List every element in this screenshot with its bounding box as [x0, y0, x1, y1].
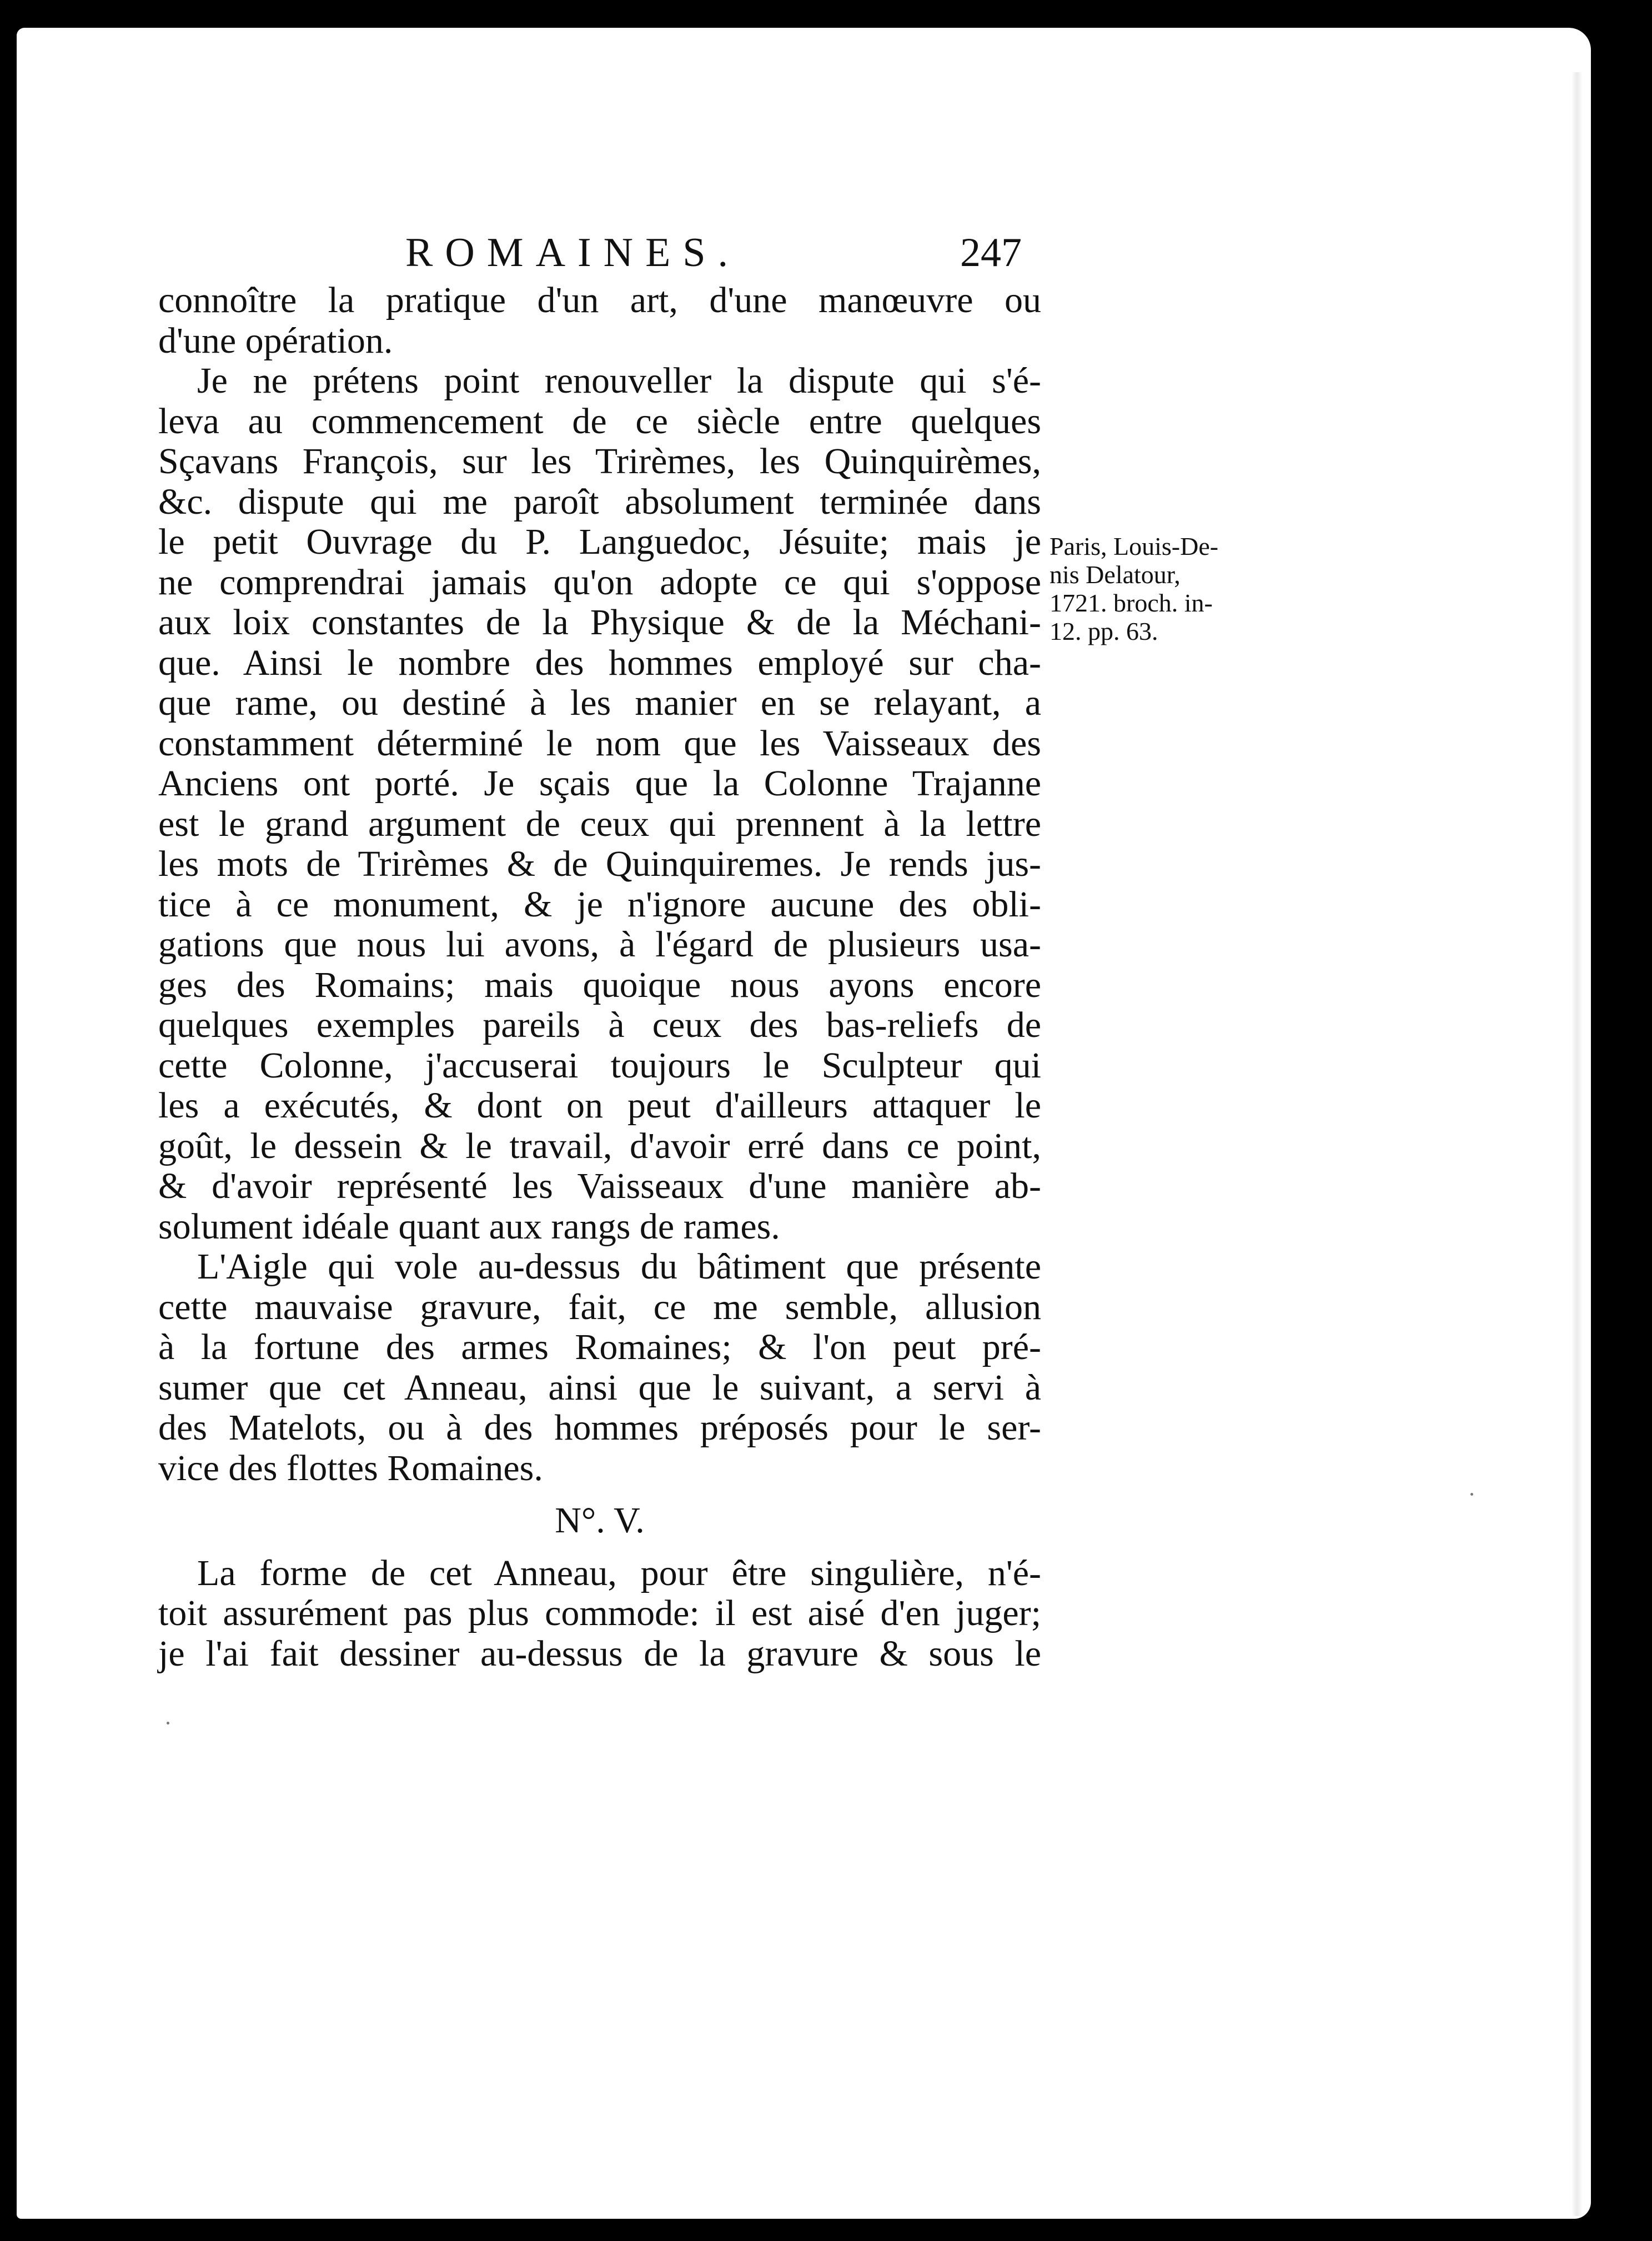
spacer [158, 1541, 1041, 1553]
text-line: leva au commencement de ce siècle entre quelques [158, 400, 1041, 442]
running-title: ROMAINES. [405, 230, 740, 275]
text-line: cette Colonne, j'accuserai toujours le Sculpteur qui [158, 1045, 1041, 1086]
text-line: La forme de cet Anneau, pour être singulière, n'é- [197, 1552, 1041, 1593]
text-line: à la fortune des armes Romaines; & l'on peut pré- [158, 1327, 1041, 1367]
text-line: tice à ce monument, & je n'ignore aucune des obli- [158, 884, 1041, 925]
text-line: je l'ai fait dessiner au-dessus de la gravure & sous le [158, 1633, 1041, 1674]
text-line: ges des Romains; mais quoique nous ayons encore [158, 964, 1041, 1005]
text-line: toit assurément pas plus commode: il est aisé d'en juger; [158, 1593, 1041, 1633]
margin-note [1050, 532, 1249, 645]
spacer [158, 1488, 1041, 1501]
text-line: L'Aigle qui vole au-dessus du bâtiment que présente [197, 1246, 1041, 1287]
text-line: aux loix constantes de la Physique & de la Méchani- [158, 602, 1041, 643]
text-line: est le grand argument de ceux qui prennent à la lettre [158, 803, 1041, 844]
page-number: 247 [960, 230, 1022, 275]
text-line: des Matelots, ou à des hommes préposés pour le ser- [158, 1407, 1041, 1448]
text-line: Anciens ont porté. Je sçais que la Colonne Trajanne [158, 763, 1041, 804]
text-line: &c. dispute qui me paroît absolument terminée dans [158, 481, 1041, 522]
body-text [158, 280, 1041, 1674]
running-header [405, 230, 1022, 275]
text-line: les a exécutés, & dont on peut d'ailleurs attaquer le [158, 1085, 1041, 1126]
text-line: d'une opération. [158, 320, 393, 361]
margin-note-line: 12. pp. 63. [1050, 617, 1158, 645]
text-line: constamment déterminé le nom que les Vaisseaux des [158, 723, 1041, 764]
text-line: que rame, ou destiné à les manier en se relayant, a [158, 683, 1041, 723]
text-line: solument idéale quant aux rangs de rames. [158, 1206, 780, 1247]
text-line: Je ne prétens point renouveller la dispute qui s'é- [197, 360, 1041, 401]
text-line: goût, le dessein & le travail, d'avoir erré dans ce point, [158, 1125, 1041, 1166]
margin-note-line: Paris, Louis-De- [1050, 532, 1219, 560]
paper-speck [167, 1722, 169, 1724]
text-line: que. Ainsi le nombre des hommes employé sur cha- [158, 642, 1041, 683]
section-heading: N°. V. [555, 1500, 645, 1541]
margin-note-line: nis Delatour, [1050, 560, 1181, 589]
text-line: Sçavans François, sur les Trirèmes, les Quinquirèmes, [158, 441, 1041, 482]
paper-speck [1470, 1493, 1473, 1496]
page-edge-shadow [1571, 72, 1583, 2216]
text-line: gations que nous lui avons, à l'égard de plusieurs usa- [158, 924, 1041, 965]
text-line: cette mauvaise gravure, fait, ce me semble, allusion [158, 1286, 1041, 1327]
text-line: & d'avoir représenté les Vaisseaux d'une manière ab- [158, 1166, 1041, 1206]
text-line: connoître la pratique d'un art, d'une manœuvre ou [158, 280, 1041, 320]
text-line: ne comprendrai jamais qu'on adopte ce qui s'oppose [158, 561, 1041, 603]
text-line: quelques exemples pareils à ceux des bas-reliefs de [158, 1005, 1041, 1045]
margin-note-line: 1721. broch. in- [1050, 589, 1213, 617]
text-line: le petit Ouvrage du P. Languedoc, Jésuite; mais je [158, 522, 1041, 562]
text-line: vice des flottes Romaines. [158, 1447, 543, 1488]
text-line: les mots de Trirèmes & de Quinquiremes. Je rends jus- [158, 844, 1041, 884]
text-line: sumer que cet Anneau, ainsi que le suivant, a servi à [158, 1367, 1041, 1408]
